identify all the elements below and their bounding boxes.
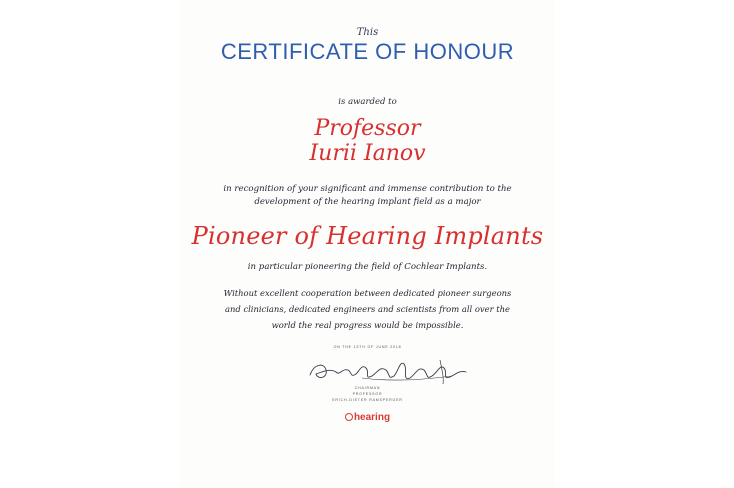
hearing-logo-text: hearing: [353, 412, 391, 423]
certificate-title: CERTIFICATE OF HONOUR: [220, 39, 515, 64]
signatory-name: ERICH-DIETER RAMSPERGER: [332, 398, 403, 402]
hearing-logo: [182, 412, 553, 423]
statement-line-1: Without excellent cooperation between dedicated pioneer surgeons: [223, 288, 512, 298]
honoree-name: Iurii Ianov: [309, 141, 426, 166]
awarded-to-text: is awarded to: [338, 97, 397, 107]
recognition-line-1: in recognition of your significant and immense contribution to the: [223, 184, 512, 194]
certificate-sheet: [182, 0, 553, 488]
statement-line-2: and clinicians, dedicated engineers and scientists from all over the: [225, 304, 510, 314]
recognition-line-2: development of the hearing implant field as a major: [254, 197, 481, 207]
honoree-title: Professor: [314, 116, 421, 141]
pre-title: This: [356, 27, 379, 38]
signatory-title: PROFESSOR: [352, 392, 383, 396]
signatory-role: CHAIRMAN: [354, 386, 381, 390]
signature: [302, 350, 477, 390]
hearing-logo-icon: [345, 413, 353, 421]
distinction-title: Pioneer of Hearing Implants: [191, 222, 544, 250]
date-line: ON THE 15TH OF JUNE 2018: [333, 345, 402, 349]
statement-line-3: world the real progress would be impossible.: [271, 320, 464, 330]
particular-line: in particular pioneering the field of Cochlear Implants.: [247, 262, 488, 272]
